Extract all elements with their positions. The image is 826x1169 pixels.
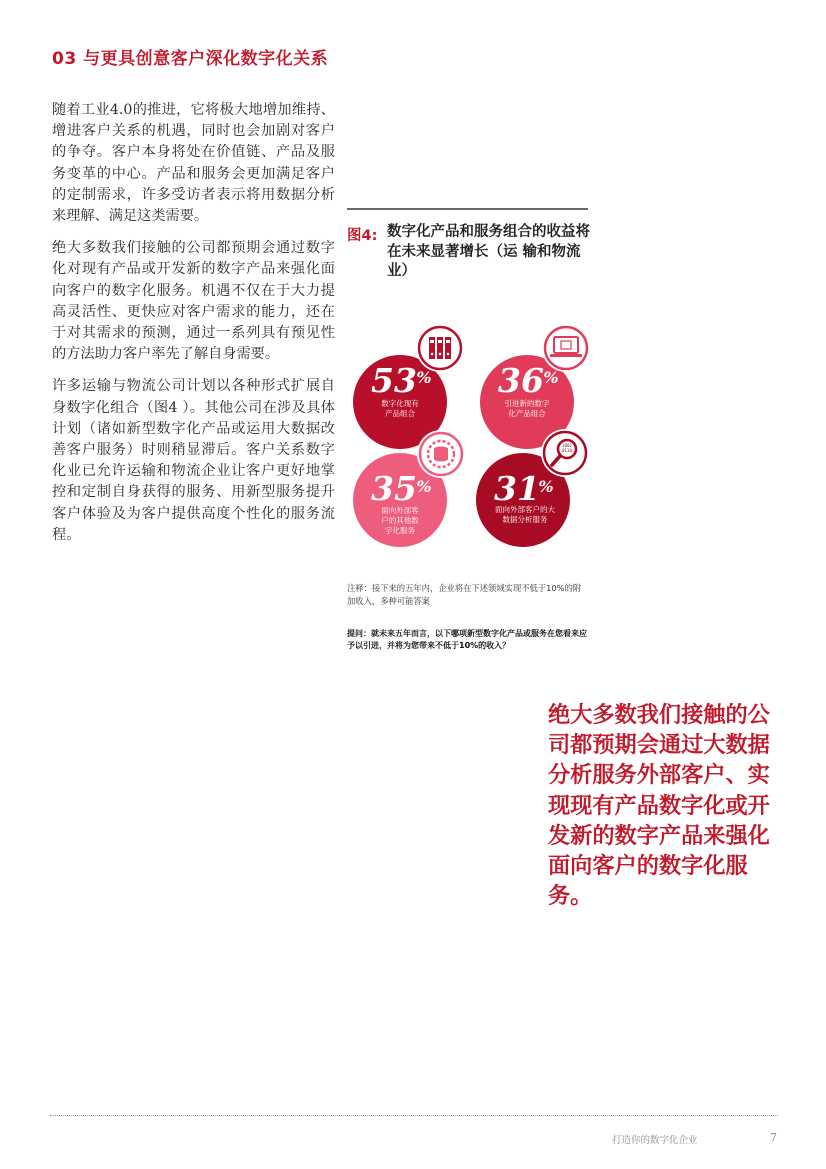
stat-unit: % <box>543 368 559 387</box>
body-paragraph: 许多运输与物流公司计划以各种形式扩展自身数字化组合（图4 ）。其他公司在涉及具体计划（诸如新型数字化产品或运用大数据改善客户服务）时则稍显滞后。客户关系数字化业已允许运输和物流企业让客户更好地掌控和定制自身获得的服务、用新型服务提升客户体验及为客户提供高度个性化的服务流程。 <box>52 378 335 543</box>
figure-note: 注释：接下来的五年内，企业将在下述领域实现不低于10%的附加收入，多种可能答案 <box>347 583 582 606</box>
stat-caption-line: 数字化现有 <box>381 399 419 408</box>
section-title: 03 与更具创意客户深化数字化关系 <box>52 49 329 69</box>
figure-question: 提问：就未来五年而言，以下哪项新型数字化产品或服务在您看来应予以引进，并将为您带来不低于10%的收入？ <box>347 629 587 650</box>
stat-item-new-digital-portfolio <box>480 324 590 449</box>
stat-caption-line: 引进新的数字 <box>504 399 550 408</box>
figure-title: 数字化产品和服务组合的收益将在未来显著增长（运 输和物流业） <box>387 224 590 279</box>
binders-icon <box>429 337 451 359</box>
stat-unit: % <box>538 477 554 496</box>
body-text <box>52 100 335 557</box>
stat-caption-line: 化产品组合 <box>508 409 546 418</box>
pull-quote: 绝大多数我们接触的公司都预期会通过大数据分析服务外部客户、实现现有产品数字化或开发新的数字产品来强化面向客户的数字化服务。 <box>548 702 770 910</box>
page-number: 7 <box>770 1131 777 1144</box>
stat-value: 35 <box>371 469 417 508</box>
body-paragraph: 随着工业4.0的推进，它将极大地增加维持、增进客户关系的机遇，同时也会加剧对客户的争夺。客户本身将处在价值链、产品及服务变革的中心。产品和服务会更加满足客户的定制需求，许多受访者表示将用数据分析来理解、满足这类需要。 <box>52 102 335 225</box>
stat-caption-line: 字化服务 <box>385 526 415 535</box>
svg-text:1001: 1001 <box>561 443 573 448</box>
stat-value: 53 <box>371 361 417 400</box>
body-paragraph: 绝大多数我们接触的公司都预期会通过数字化对现有产品或开发新的数字产品来强化面向客户的数字化服务。机遇不仅在于大力提高灵活性、更快应对客户需求的能力，还在于对其需求的预测，通过一系列具有预见性的方法助力客户率先了解自身需要。 <box>52 240 335 363</box>
stat-caption-line: 面向外部客户的大 <box>495 505 555 514</box>
stat-value: 31 <box>494 469 540 508</box>
stat-value: 36 <box>498 361 544 400</box>
stat-unit: % <box>416 368 432 387</box>
stat-caption-line: 户的其他数 <box>381 516 419 525</box>
stat-caption-line: 产品组合 <box>385 409 415 418</box>
figure-infographic <box>340 316 592 552</box>
stat-item-digitize-existing <box>353 324 464 449</box>
figure-label: 图4: <box>347 228 378 244</box>
stat-unit: % <box>416 477 432 496</box>
svg-text:0110: 0110 <box>561 448 573 453</box>
icon-circle <box>541 429 589 477</box>
icon-circle <box>542 324 590 372</box>
figure-top-rule <box>347 208 588 210</box>
footer-rule <box>50 1115 778 1116</box>
footer-text: 打造你的数字化企业 <box>612 1135 698 1146</box>
stat-caption-line: 数据分析服务 <box>502 515 548 524</box>
stat-caption-line: 面向外部客 <box>381 506 419 515</box>
